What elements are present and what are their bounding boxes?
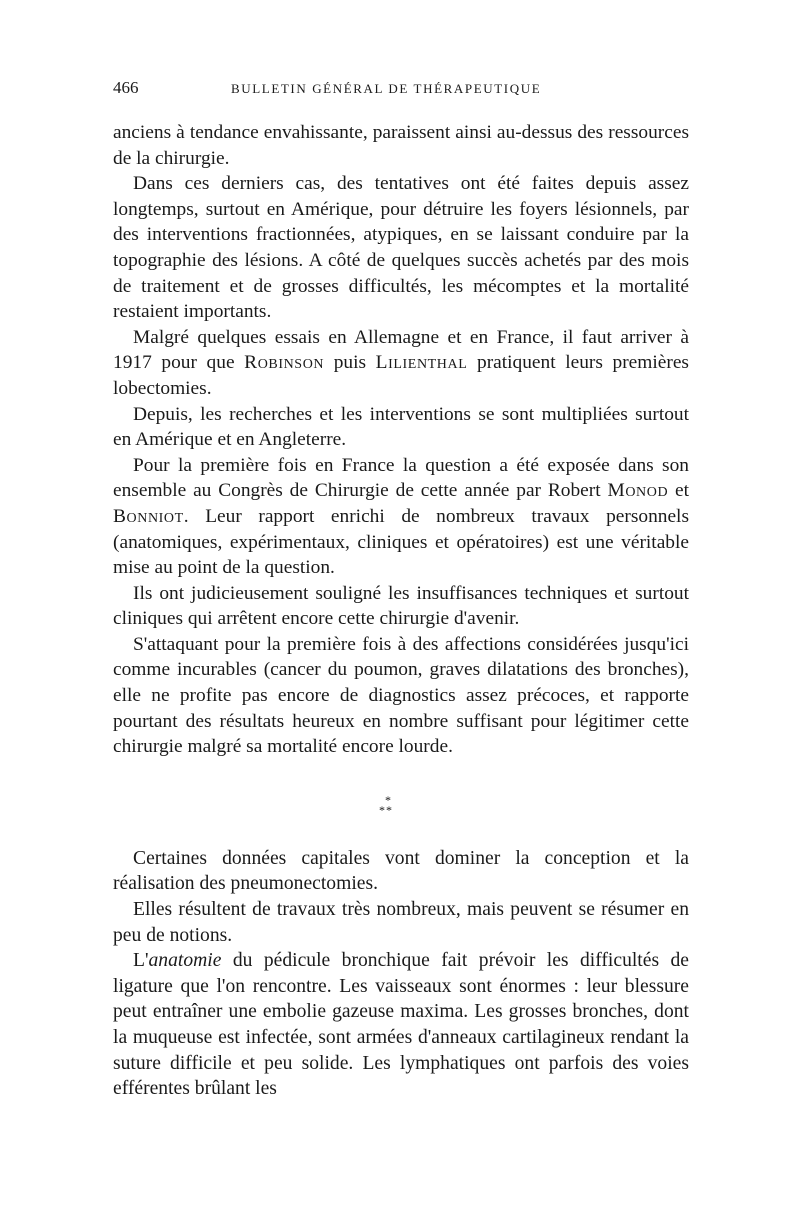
- paragraph-10-text-a: L': [133, 950, 149, 972]
- body-text: [113, 120, 689, 760]
- document-page: [113, 78, 689, 1102]
- author-name-monod: Monod: [607, 480, 669, 502]
- paragraph-6: Ils ont judicieusement souligné les insuffisances techniques et surtout cliniques qui arrêtent encore cette chirurgie d'avenir.: [113, 582, 689, 630]
- paragraph-5-text-a: Pour la première fois en France la question a été exposée dans son ensemble au Congrès de Chirurgie de cette année par Robert: [113, 454, 689, 502]
- paragraph-3-text-b: puis: [324, 352, 376, 374]
- section-asterism: [113, 760, 689, 846]
- paragraph-5-text-c: . Leur rapport enrichi de nombreux travaux personnels (anatomiques, expérimentaux, cliniques et opératoires) est une véritable mise au point de la question.: [113, 505, 689, 579]
- author-name-bonniot: Bonniot: [113, 505, 184, 527]
- paragraph-5-text-b: et: [668, 480, 690, 502]
- paragraph-9: Elles résultent de travaux très nombreux, mais peuvent se résumer en peu de notions.: [113, 899, 689, 946]
- paragraph-7: S'attaquant pour la première fois à des affections considérées jusqu'ici comme incurables (cancer du poumon, graves dilatations des bronches), elle ne profite pas encore de diagnostics assez précoces, et rapporte pourtant des résultats heureux en nombre suffisant pour légitimer cette chirurgie malgré sa mortalité encore lourde.: [113, 633, 689, 758]
- journal-title: BULLETIN GÉNÉRAL DE THÉRAPEUTIQUE: [231, 81, 542, 96]
- paragraph-5: [113, 453, 689, 581]
- paragraph-3-text-a: Malgré quelques essais en Allemagne et en France, il faut arriver à 1917 pour que: [113, 326, 689, 374]
- paragraph-2: Dans ces derniers cas, des tentatives ont été faites depuis assez longtemps, surtout en Amérique, pour détruire les foyers lésionnels, par des interventions fractionnées, atypiques, en se laissant conduire par la topographie des lésions. A côté de quelques succès achetés par des mois de traitement et de grosses difficultés, les mécomptes et la mortalité restaient importants.: [113, 173, 689, 323]
- asterism-star-bottom: **: [379, 802, 393, 817]
- paragraph-8: Certaines données capitales vont dominer la conception et la réalisation des pneumonectomies.: [113, 847, 689, 895]
- paragraph-3: [113, 325, 689, 402]
- asterism-star-top: *: [385, 792, 391, 807]
- body-text-section-2: [113, 846, 689, 1102]
- page-number: 466: [113, 78, 139, 97]
- paragraph-1: anciens à tendance envahissante, paraissent ainsi au-dessus des ressources de la chirurgie.: [113, 122, 689, 169]
- author-name-robinson: Robinson: [244, 352, 325, 374]
- running-head: [113, 78, 689, 106]
- paragraph-3-text-c: pratiquent leurs premières lobectomies.: [113, 352, 689, 399]
- author-name-lilienthal: Lilienthal: [375, 352, 468, 374]
- emphasis-anatomie: anatomie: [148, 950, 222, 972]
- paragraph-10-text-b: du pédicule bronchique fait prévoir les difficultés de ligature que l'on rencontre. Les vaisseaux sont énormes : leur blessure peut entraîner une embolie gazeuse maxima. Les grosses bronches, dont la muqueuse est infectée, sont armées d'anneaux cartilagineux rendant la suture difficile et peu solide. Les lymphatiques ont parfois des voies efférentes brûlant les: [113, 950, 689, 1100]
- paragraph-4: Depuis, les recherches et les interventions se sont multipliées surtout en Amérique et en Angleterre.: [113, 403, 689, 451]
- paragraph-10: [113, 948, 689, 1102]
